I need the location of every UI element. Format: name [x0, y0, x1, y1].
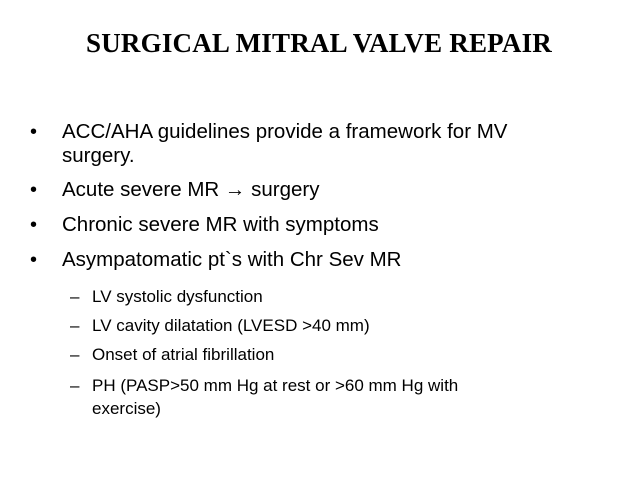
- bullet-text: Acute severe MR → surgery: [62, 178, 320, 201]
- sub-bullet-text: LV cavity dilatation (LVESD >40 mm): [92, 316, 370, 335]
- bullet-text-continued: surgery.: [62, 144, 135, 167]
- bullet-text: Chronic severe MR with symptoms: [62, 213, 379, 236]
- sub-bullet-text-continued: exercise): [92, 399, 161, 418]
- bullet-icon: •: [30, 179, 38, 201]
- bullet-icon: •: [30, 214, 38, 236]
- bullet-text: Asympatomatic pt`s with Chr Sev MR: [62, 248, 402, 271]
- sub-bullet-text: Onset of atrial fibrillation: [92, 345, 275, 364]
- bullet-text: ACC/AHA guidelines provide a framework for MV: [62, 120, 508, 143]
- dash-icon: –: [70, 376, 80, 395]
- bullet-icon: •: [30, 121, 38, 143]
- sub-bullet-text: PH (PASP>50 mm Hg at rest or >60 mm Hg with: [92, 376, 459, 395]
- dash-icon: –: [70, 287, 80, 306]
- sub-bullet-text: LV systolic dysfunction: [92, 287, 263, 306]
- dash-icon: –: [70, 345, 80, 364]
- dash-icon: –: [70, 316, 80, 335]
- slide-title: SURGICAL MITRAL VALVE REPAIR: [86, 28, 552, 58]
- bullet-icon: •: [30, 249, 38, 271]
